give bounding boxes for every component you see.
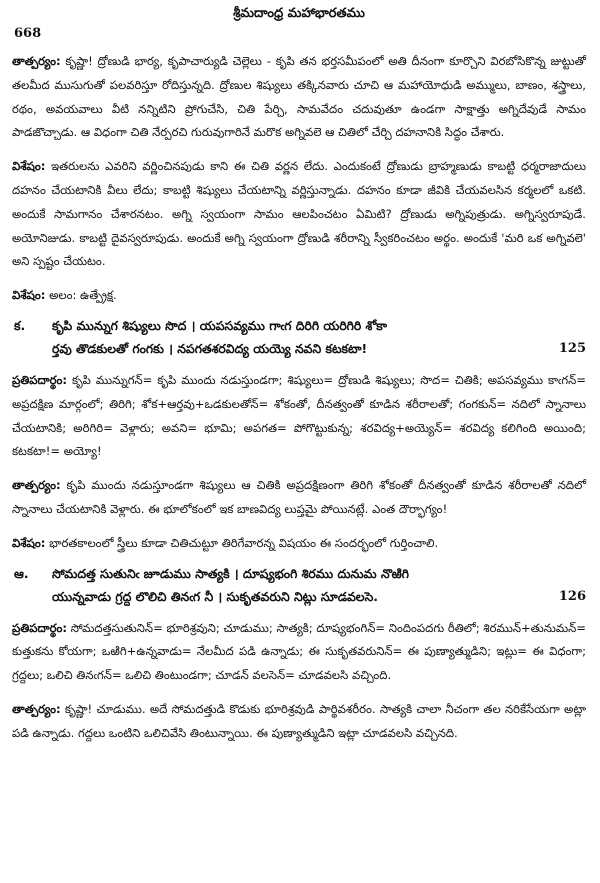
paragraph-text: సోమదత్తసుతునిన్= భూరిశ్రవుని; చూడుము; సాత్యకి; దూష్యభంగిన్= నిందింపదగు రీతిలో; శిరమున్+తునుమన్= కుత్తుకను కోయగా; ఒఱిగి+ఉన్నవాడు= నేలమీద పడి ఉన్నాడు; ఈ సుకృతవరునిన్= ఈ పుణ్యాత్ముడిని; ఇట్లు= ఈ విధంగా; గ్రద్దలు; ఒలిచి తినఁగన్= ఒలిచి తింటుండగా; చూడన్ వలసెన్= చూడవలసి వచ్చింది. [12, 620, 586, 683]
verse-line: కృపి మున్నుగ శిష్యులు సొద । యపసవ్యము గాఁగ దిరిగి యరిగిరి శోకా [52, 317, 388, 333]
word-meaning-paragraph [12, 617, 586, 688]
verse-text [52, 314, 540, 360]
running-title: శ్రీమదాంధ్ర మహాభారతము [233, 6, 365, 21]
meaning-paragraph [12, 474, 586, 522]
section-label: విశేషం: [12, 288, 46, 303]
page-number: 668 [14, 26, 42, 41]
verse-number: 126 [558, 588, 586, 604]
verse-line: ర్తవు తొడకులతో గంగకు । నపగతశరవిద్య యయ్యె నవని కటకటా! [52, 340, 368, 356]
paragraph-text: కృపి మున్నుగన్= కృపి ముందు నడుస్తుండగా; శిష్యులు= ద్రోణుడి శిష్యులు; సొద= చితికి; అపసవ్యము కాఁగన్= అప్రదక్షిణ మార్గంలో; తిరిగి; శోక+ఆర్తవు+ఒడకులతోన్= శోకంతో, దీనత్వంతో కూడిన శరీరాలతో; గంగకున్= నదిలో స్నానాలు చేయటానికి; అరిగిరి= వెళ్లారు; అవని= భూమి; అపగత= పోగొట్టుకున్న; శరవిద్య+అయ్యెన్= శరవిద్య కలిగింది అయింది; కటకటా!= అయ్యో! [12, 372, 586, 459]
verse-meter-mark: ఆ. [14, 565, 29, 581]
section-label: విశేషం: [12, 535, 46, 550]
note-paragraph [12, 155, 586, 274]
figure-of-speech-note [12, 284, 586, 308]
meaning-paragraph [12, 50, 586, 145]
meaning-paragraph [12, 698, 586, 746]
verse-number: 125 [558, 340, 586, 356]
paragraph-text: కృష్ణా! ద్రోణుడి భార్య, కృపాచార్యుడి చెల్లెలు - కృపి తన భర్తసమీపంలో అతి దీనంగా కూర్చొని విరబోసికొన్న జుట్టుతో తలమీద ముసుగుతో పలవరిస్తూ రోదిస్తున్నది. ద్రోణుల శిష్యులు తక్కినవారు చూచి ఆ మహాయోధుడి అమ్ములు, బాణం, శస్త్రాలు, రథం, అవయవాలు వీటి నన్నిటిని ప్రోగుచేసి, చితి పేర్చి, సామవేదం చదువుతూ ఉండగా సాక్షాత్తు అగ్నిదేవుడే సామం పాడజొచ్చాడు. ఆ విధంగా చితి నేర్పరచి గురువుగారినే మరొక అగ్నివలె ఆ చితిలో చేర్చి దహనానికి సిద్ధం చేశారు. [12, 54, 586, 140]
verse-line: సోమదత్త సుతునిఁ జూడుము సాత్యకి । దూష్యభంగి శిరము దునుమ నొఱిగి [52, 565, 410, 581]
verse-meter-mark: క. [14, 317, 26, 333]
section-label: తాత్పర్యం: [12, 478, 61, 493]
section-label: విశేషం: [12, 159, 46, 174]
section-label: తాత్పర్యం: [12, 54, 61, 68]
section-label: ప్రతిపదార్థం: [12, 620, 67, 635]
word-meaning-paragraph [12, 369, 586, 464]
section-label: ప్రతిపదార్థం: [12, 372, 67, 387]
verse-line: యున్నవాడు గ్రద్ద లొలిచి తినఁగ నీ । సుకృతవరుని నిట్లు సూడవలసె. [52, 588, 378, 604]
verse-text [52, 562, 540, 608]
page-header [12, 0, 586, 50]
section-label: తాత్పర్యం: [12, 701, 61, 716]
verse-125 [12, 314, 586, 360]
note-paragraph [12, 532, 586, 556]
paragraph-text: భారతకాలంలో స్త్రీలు కూడా చితిచుట్టూ తిరిగేవారన్న విషయం ఈ సందర్భంలో గుర్తించాలి. [45, 535, 439, 550]
paragraph-text: అలం: ఉత్ప్రేక్ష. [45, 288, 117, 303]
verse-126 [12, 562, 586, 608]
paragraph-text: కృపి ముందు నడుస్తూండగా శిష్యులు ఆ చితికి అప్రదక్షిణంగా తిరిగి శోకంతో దీనత్వంతో కూడిన శరీరాలతో నదిలో స్నానాలు చేయటానికి వెళ్లారు. ఈ భూలోకంలో ఇక బాణవిద్య లుప్తమై పోయినట్లే. ఎంత దౌర్భాగ్యం! [12, 478, 586, 516]
paragraph-text: ఇతరులను ఎవరిని వర్ణించినపుడు కాని ఈ చితి వర్ణన లేదు. ఎందుకంటే ద్రోణుడు బ్రాహ్మణుడు కాబట్టి ధర్మరాజాదులు దహనం చేయటానికి వీలు లేదు; కాబట్టి శిష్యులు చేయటాన్ని వర్ణిస్తున్నాడు. దహనం కూడా జీవికి చేయవలసిన కర్మలలో ఒకటి. అందుకే సామగానం చేశారనటం. అగ్ని స్వయంగా సామం ఆలపించటం ఏమిటి? ద్రోణుడు అగ్నిపుత్రుడు. అగ్నిస్వరూపుడే. అయోనిజుడు. కాబట్టి దైవస్వరూపుడు. అందుకే అగ్ని స్వయంగా ద్రోణుడి శరీరాన్ని స్వీకరించటం అర్థం. అందుకే 'మరి ఒక అగ్నివలె' అని స్పష్టం చేయటం. [12, 159, 586, 269]
paragraph-text: కృష్ణా! చూడుము. అదే సోమదత్తుడి కొడుకు భూరిశ్రవుడి పార్థివశరీరం. సాత్యకి చాలా నీచంగా తల నరికేసేయగా అట్లా పడి ఉన్నాడు. గద్దలు ఒంటిని ఒలిచివేసి తింటున్నాయి. ఈ పుణ్యాత్ముడిని ఇట్లా చూడవలసి వచ్చినది. [12, 701, 586, 740]
